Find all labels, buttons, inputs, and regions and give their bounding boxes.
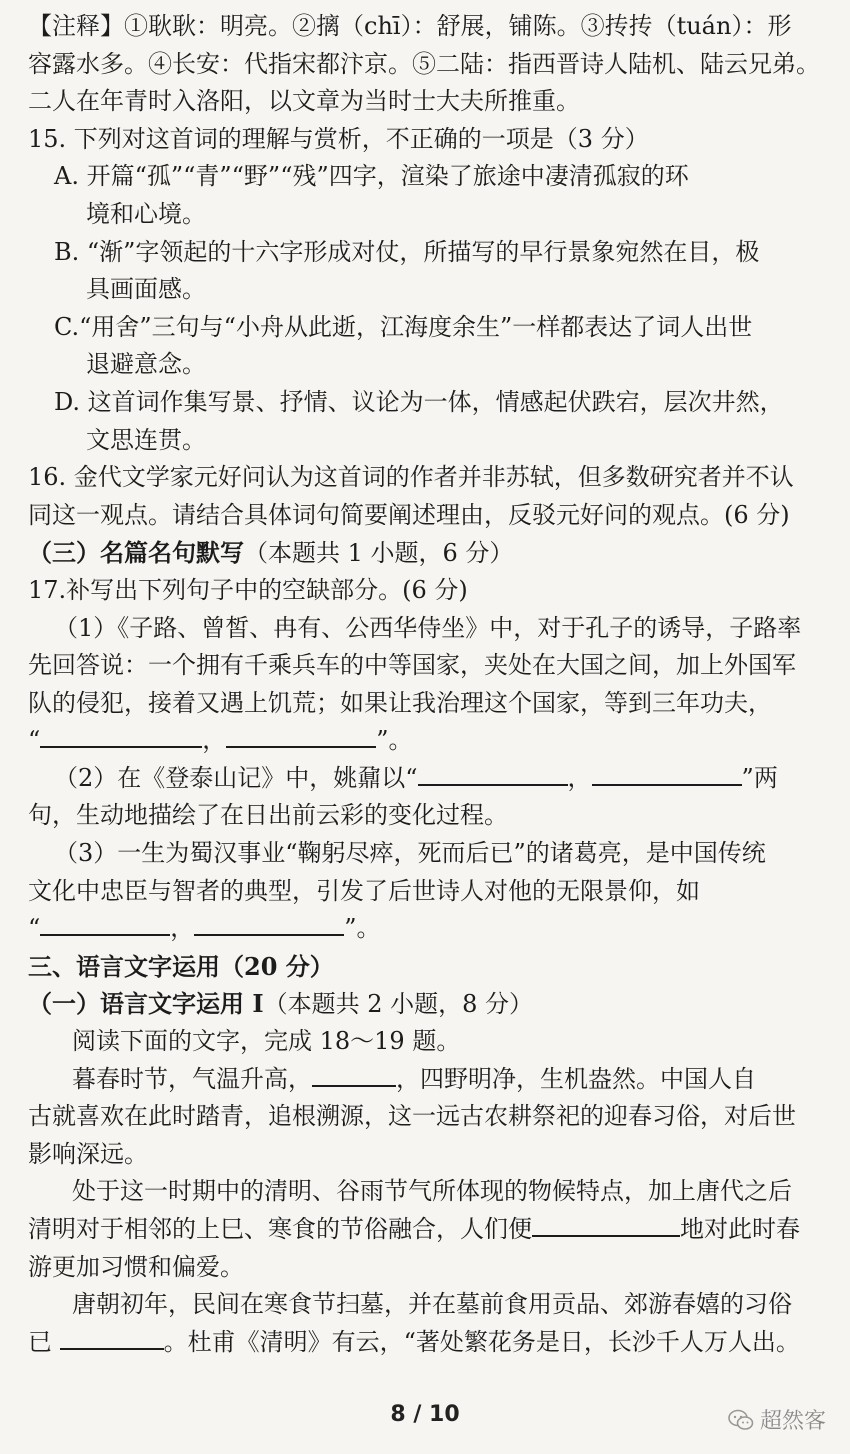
q15-option-c: C.“用舍”三句与“小舟从此逝，江海度余生”一样都表达了词人出世 [54,312,753,341]
section-3-heading [28,534,826,572]
watermark [728,1404,826,1435]
q17-2-line-1 [28,760,826,798]
para-2-text-a: 清明对于相邻的上巳、寒食的节俗融合，人们便 [28,1215,532,1243]
q15-option-d-cont: 文思连贯。 [86,425,206,454]
q17-3-answer-line [28,910,826,948]
close-quote: ”。 [376,726,413,755]
annotation-line-2: 容露水多。④长安：代指宋都汴京。⑤二陆：指西晋诗人陆机、陆云兄弟。 [28,49,820,78]
open-quote: “ [28,914,41,943]
section-title: （三）名篇名句默写 [28,538,244,568]
q15-option-c-cont: 退避意念。 [86,350,206,379]
q16-line-2: 同这一观点。请结合具体词句简要阐述理由，反驳元好问的观点。(6 分) [28,500,790,529]
q16-line-1: 16. 金代文学家元好问认为这首词的作者并非苏轼，但多数研究者并不认 [28,463,794,492]
annotation-line-3: 二人在年青时入洛阳，以文章为当时士大夫所推重。 [28,87,580,116]
para-2-line-2 [28,1211,826,1249]
para-3-line-2 [28,1324,826,1362]
para-1-line-3: 影响深远。 [28,1139,148,1168]
para-2-line-3: 游更加习惯和偏爱。 [28,1252,244,1281]
q15-option-a-cont: 境和心境。 [86,199,206,228]
page-number: 8 / 10 [390,1402,460,1427]
q17-1-line-1: （1）《子路、曾皙、冉有、公西华侍坐》中，对于孔子的诱导，子路率 [54,613,802,642]
close-quote: ”。 [344,914,381,943]
q17-2-text: （2）在《登泰山记》中，姚鼐以“ [54,763,418,792]
para-2-blank[interactable] [532,1215,680,1237]
subsection-title: （一）语言文字运用 Ⅰ [28,989,264,1019]
para-1-text-b: ，四野明净，生机盎然。中国人自 [396,1064,756,1093]
q17-stem: 17.补写出下列句子中的空缺部分。(6 分) [28,575,468,604]
q17-1-answer-line [28,722,826,760]
para-3-text-a: 已 [28,1327,52,1356]
section-note: （本题共 1 小题，6 分） [244,539,514,568]
para-1-text-a: 暮春时节，气温升高， [72,1064,312,1093]
q17-2-blank-2[interactable] [592,764,742,786]
para-3-line-1: 唐朝初年，民间在寒食节扫墓，并在墓前食用贡品、郊游春嬉的习俗 [72,1290,792,1319]
q17-3-line-2: 文化中忠臣与智者的典型，引发了后世诗人对他的无限景仰，如 [28,876,700,905]
open-quote: “ [28,726,41,755]
reading-instruction: 阅读下面的文字，完成 18～19 题。 [72,1027,461,1056]
q17-1-blank-2[interactable] [226,726,376,748]
q15-option-d: D. 这首词作集写景、抒情、议论为一体，情感起伏跌宕，层次井然， [54,387,784,416]
comma: ， [202,726,227,755]
comma: ， [567,763,592,792]
q17-3-line-1: （3）一生为蜀汉事业“鞠躬尽瘁，死而后已”的诸葛亮，是中国传统 [54,839,766,868]
part-3-title: 三、语言文字运用（20 分） [28,951,334,981]
q17-1-line-2: 先回答说：一个拥有千乘兵车的中等国家，夹处在大国之间，加上外国军 [28,651,796,680]
para-1-line-2: 古就喜欢在此时踏青，追根溯源，这一远古农耕祭祀的迎春习俗，对后世 [28,1102,796,1131]
q17-2-blank-1[interactable] [418,764,568,786]
q17-2-line-2: 句，生动地描绘了在日出前云彩的变化过程。 [28,801,508,830]
para-2-text-b: 地对此时春 [680,1215,800,1243]
watermark-text: 超然客 [759,1409,826,1434]
subsection-note: （本题共 2 小题，8 分） [263,990,534,1019]
subsection-1-heading [28,985,826,1023]
q17-1-line-3: 队的侵犯，接着又遇上饥荒；如果让我治理这个国家，等到三年功夫， [28,688,772,717]
q17-3-blank-1[interactable] [40,914,170,936]
q15-option-b: B. “渐”字领起的十六字形成对仗，所描写的早行景象宛然在目，极 [54,237,760,266]
para-1-blank[interactable] [312,1065,396,1087]
annotation-line-1: 【注释】①耿耿：明亮。②摛（chī）：舒展，铺陈。③抟抟（tuán）：形 [28,12,792,40]
wechat-icon [728,1409,754,1431]
comma: ， [170,914,195,943]
q17-3-blank-2[interactable] [194,914,344,936]
q15-option-a: A. 开篇“孤”“青”“野”“残”四字，渲染了旅途中凄清孤寂的环 [54,162,689,191]
para-3-blank[interactable] [60,1328,164,1350]
q15-stem: 15. 下列对这首词的理解与赏析，不正确的一项是（3 分） [28,124,649,153]
q17-1-blank-1[interactable] [40,726,202,748]
para-3-text-b: 。杜甫《清明》有云，“著处繁花务是日，长沙千人万人出。 [163,1327,800,1356]
q15-option-b-cont: 具画面感。 [86,275,206,304]
q17-2-tail: ”两 [741,763,778,792]
para-2-line-1: 处于这一时期中的清明、谷雨节气所体现的物候特点，加上唐代之后 [72,1177,792,1206]
para-1-line-1 [28,1061,826,1099]
